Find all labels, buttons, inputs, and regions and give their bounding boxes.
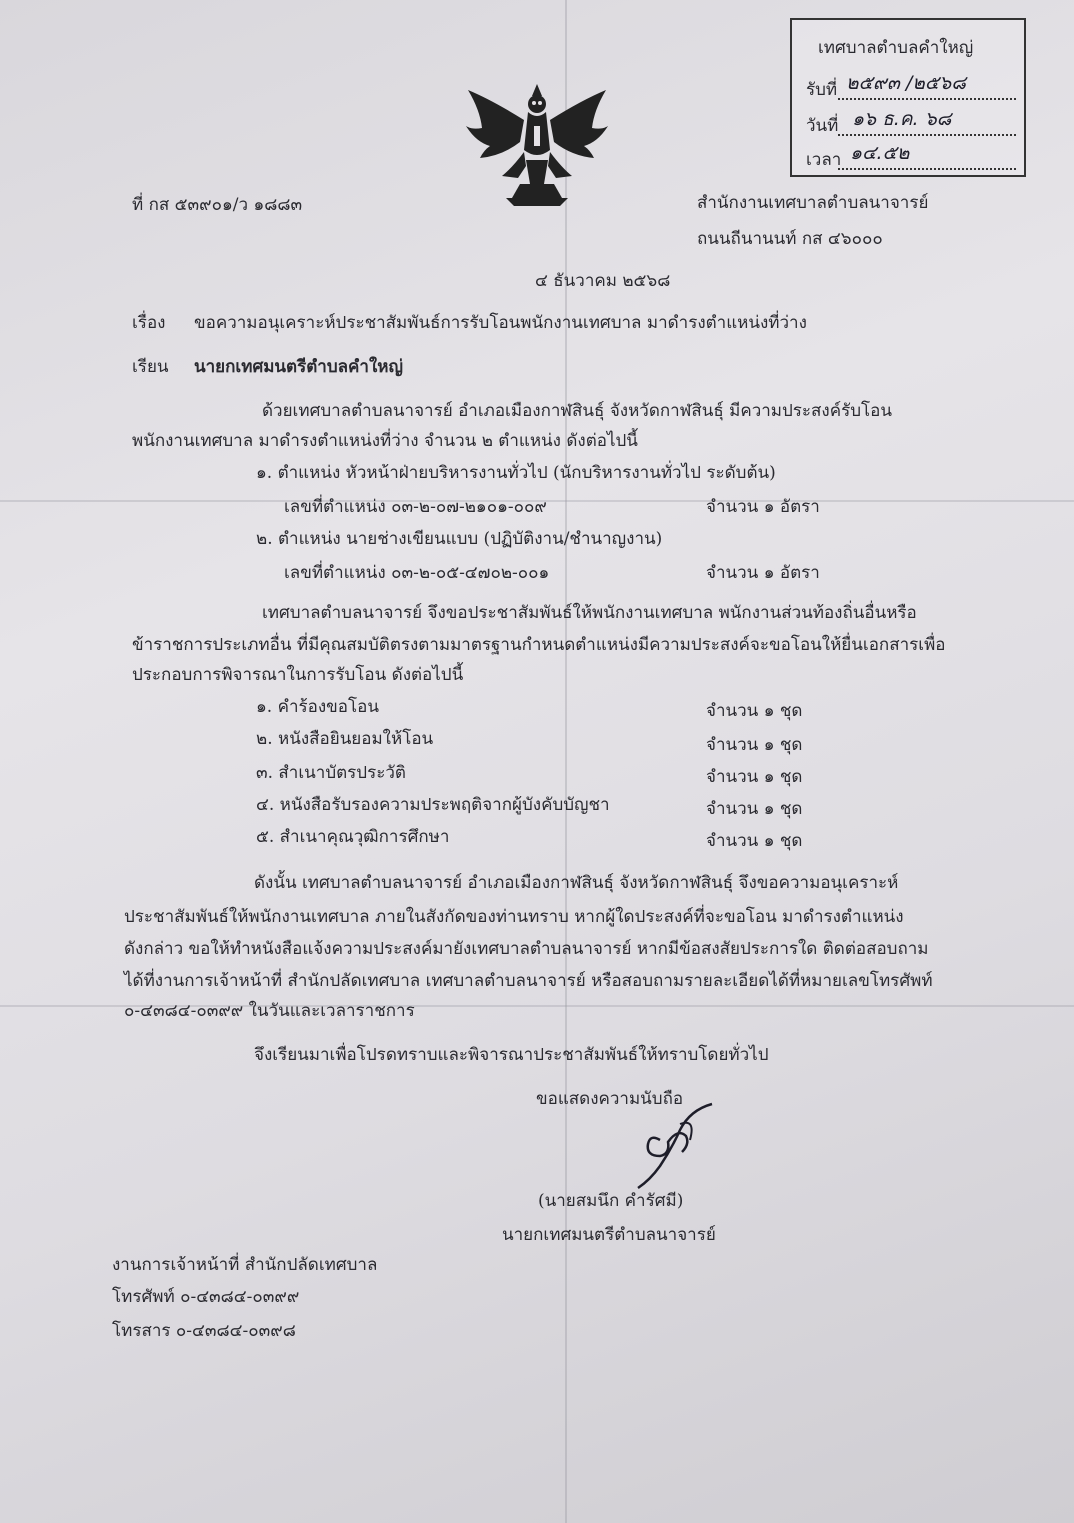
garuda-emblem-icon bbox=[462, 80, 612, 210]
position-quantity: จำนวน ๑ อัตรา bbox=[706, 497, 820, 517]
paragraph-2-line: เทศบาลตำบลนาจารย์ จึงขอประชาสัมพันธ์ให้พนักงานเทศบาล พนักงานส่วนท้องถิ่นอื่นหรือ bbox=[262, 603, 917, 623]
letter-date: ๔ ธันวาคม ๒๕๖๘ bbox=[535, 271, 671, 291]
paragraph-3-line: ได้ที่งานการเจ้าหน้าที่ สำนักปลัดเทศบาล เทศบาลตำบลนาจารย์ หรือสอบถามรายละเอียดได้ที่หมายเลขโทรศัพท์ bbox=[124, 971, 933, 991]
to-text: นายกเทศมนตรีตำบลคำใหญ่ bbox=[194, 357, 403, 377]
document-item: ๓. สำเนาบัตรประวัติ bbox=[256, 763, 406, 783]
paragraph-1-line: ด้วยเทศบาลตำบลนาจารย์ อำเภอเมืองกาฬสินธุ์ จังหวัดกาฬสินธุ์ มีความประสงค์รับโอน bbox=[262, 401, 892, 421]
document-item: ๔. หนังสือรับรองความประพฤติจากผู้บังคับบัญชา bbox=[256, 795, 610, 815]
footer-phone: โทรศัพท์ ๐-๔๓๘๔-๐๓๙๙ bbox=[112, 1287, 300, 1307]
subject-text: ขอความอนุเคราะห์ประชาสัมพันธ์การรับโอนพนักงานเทศบาล มาดำรงตำแหน่งที่ว่าง bbox=[194, 313, 807, 333]
paragraph-2-line: ประกอบการพิจารณาในการรับโอน ดังต่อไปนี้ bbox=[132, 665, 464, 685]
document-quantity: จำนวน ๑ ชุด bbox=[706, 799, 803, 819]
signatory-position: นายกเทศมนตรีตำบลนาจารย์ bbox=[502, 1225, 716, 1245]
stamp-time-label: เวลา bbox=[806, 150, 842, 170]
document-quantity: จำนวน ๑ ชุด bbox=[706, 831, 803, 851]
sender-address: ถนนถีนานนท์ กส ๔๖๐๐๐ bbox=[697, 229, 883, 249]
position-quantity: จำนวน ๑ อัตรา bbox=[706, 563, 820, 583]
stamp-date-value: ๑๖ ธ.ค. ๖๘ bbox=[852, 108, 952, 130]
paragraph-3-line: ดังกล่าว ขอให้ทำหนังสือแจ้งความประสงค์มายังเทศบาลตำบลนาจารย์ หากมีข้อสงสัยประการใด ติดต่อสอบถาม bbox=[124, 939, 929, 959]
subject-label: เรื่อง bbox=[132, 313, 166, 333]
fold-line-vertical bbox=[565, 0, 567, 1523]
regards-text: ขอแสดงความนับถือ bbox=[536, 1089, 684, 1109]
position-title: ๒. ตำแหน่ง นายช่างเขียนแบบ (ปฏิบัติงาน/ชำนาญงาน) bbox=[256, 529, 663, 549]
document-quantity: จำนวน ๑ ชุด bbox=[706, 735, 803, 755]
stamp-dotted-line bbox=[838, 134, 1016, 136]
footer-department: งานการเจ้าหน้าที่ สำนักปลัดเทศบาล bbox=[112, 1255, 378, 1275]
receipt-stamp bbox=[790, 18, 1026, 177]
footer-fax: โทรสาร ๐-๔๓๘๔-๐๓๙๘ bbox=[112, 1321, 296, 1341]
document-item: ๒. หนังสือยินยอมให้โอน bbox=[256, 729, 434, 749]
handwritten-signature bbox=[620, 1100, 730, 1190]
paragraph-3-line: ประชาสัมพันธ์ให้พนักงานเทศบาล ภายในสังกัดของท่านทราบ หากผู้ใดประสงค์ที่จะขอโอน มาดำรงตำแหน่ง bbox=[124, 907, 904, 927]
position-title: ๑. ตำแหน่ง หัวหน้าฝ่ายบริหารงานทั่วไป (นักบริหารงานทั่วไป ระดับต้น) bbox=[256, 463, 776, 483]
stamp-received-label: รับที่ bbox=[806, 80, 838, 100]
stamp-org: เทศบาลตำบลคำใหญ่ bbox=[818, 38, 974, 58]
stamp-dotted-line bbox=[838, 168, 1016, 170]
to-label: เรียน bbox=[132, 357, 169, 377]
paragraph-3-line: ๐-๔๓๘๔-๐๓๙๙ ในวันและเวลาราชการ bbox=[124, 1001, 415, 1021]
document-item: ๑. คำร้องขอโอน bbox=[256, 697, 379, 717]
stamp-date-label: วันที่ bbox=[806, 116, 839, 136]
stamp-time-value: ๑๔.๕๒ bbox=[850, 142, 910, 164]
document-quantity: จำนวน ๑ ชุด bbox=[706, 767, 803, 787]
paragraph-3-line: ดังนั้น เทศบาลตำบลนาจารย์ อำเภอเมืองกาฬสินธุ์ จังหวัดกาฬสินธุ์ จึงขอความอนุเคราะห์ bbox=[254, 873, 899, 893]
document-quantity: จำนวน ๑ ชุด bbox=[706, 701, 803, 721]
document-item: ๕. สำเนาคุณวุฒิการศึกษา bbox=[256, 827, 450, 847]
stamp-dotted-line bbox=[838, 98, 1016, 100]
closing-line: จึงเรียนมาเพื่อโปรดทราบและพิจารณาประชาสัมพันธ์ให้ทราบโดยทั่วไป bbox=[254, 1045, 769, 1065]
stamp-received-value: ๒๕๙๓ /๒๕๖๘ bbox=[846, 72, 966, 94]
reference-number: ที่ กส ๕๓๙๐๑/ว ๑๘๘๓ bbox=[132, 195, 303, 215]
sender-office: สำนักงานเทศบาลตำบลนาจารย์ bbox=[697, 193, 929, 213]
position-number: เลขที่ตำแหน่ง ๐๓-๒-๐๗-๒๑๐๑-๐๐๙ bbox=[284, 497, 547, 517]
position-number: เลขที่ตำแหน่ง ๐๓-๒-๐๕-๔๗๐๒-๐๐๑ bbox=[284, 563, 550, 583]
paragraph-1-line: พนักงานเทศบาล มาดำรงตำแหน่งที่ว่าง จำนวน ๒ ตำแหน่ง ดังต่อไปนี้ bbox=[132, 431, 638, 451]
paragraph-2-line: ข้าราชการประเภทอื่น ที่มีคุณสมบัติตรงตามมาตรฐานกำหนดตำแหน่งมีความประสงค์จะขอโอนให้ยื่นเอกสารเพื่อ bbox=[132, 635, 946, 655]
signatory-name: (นายสมนึก คำรัศมี) bbox=[538, 1191, 684, 1211]
